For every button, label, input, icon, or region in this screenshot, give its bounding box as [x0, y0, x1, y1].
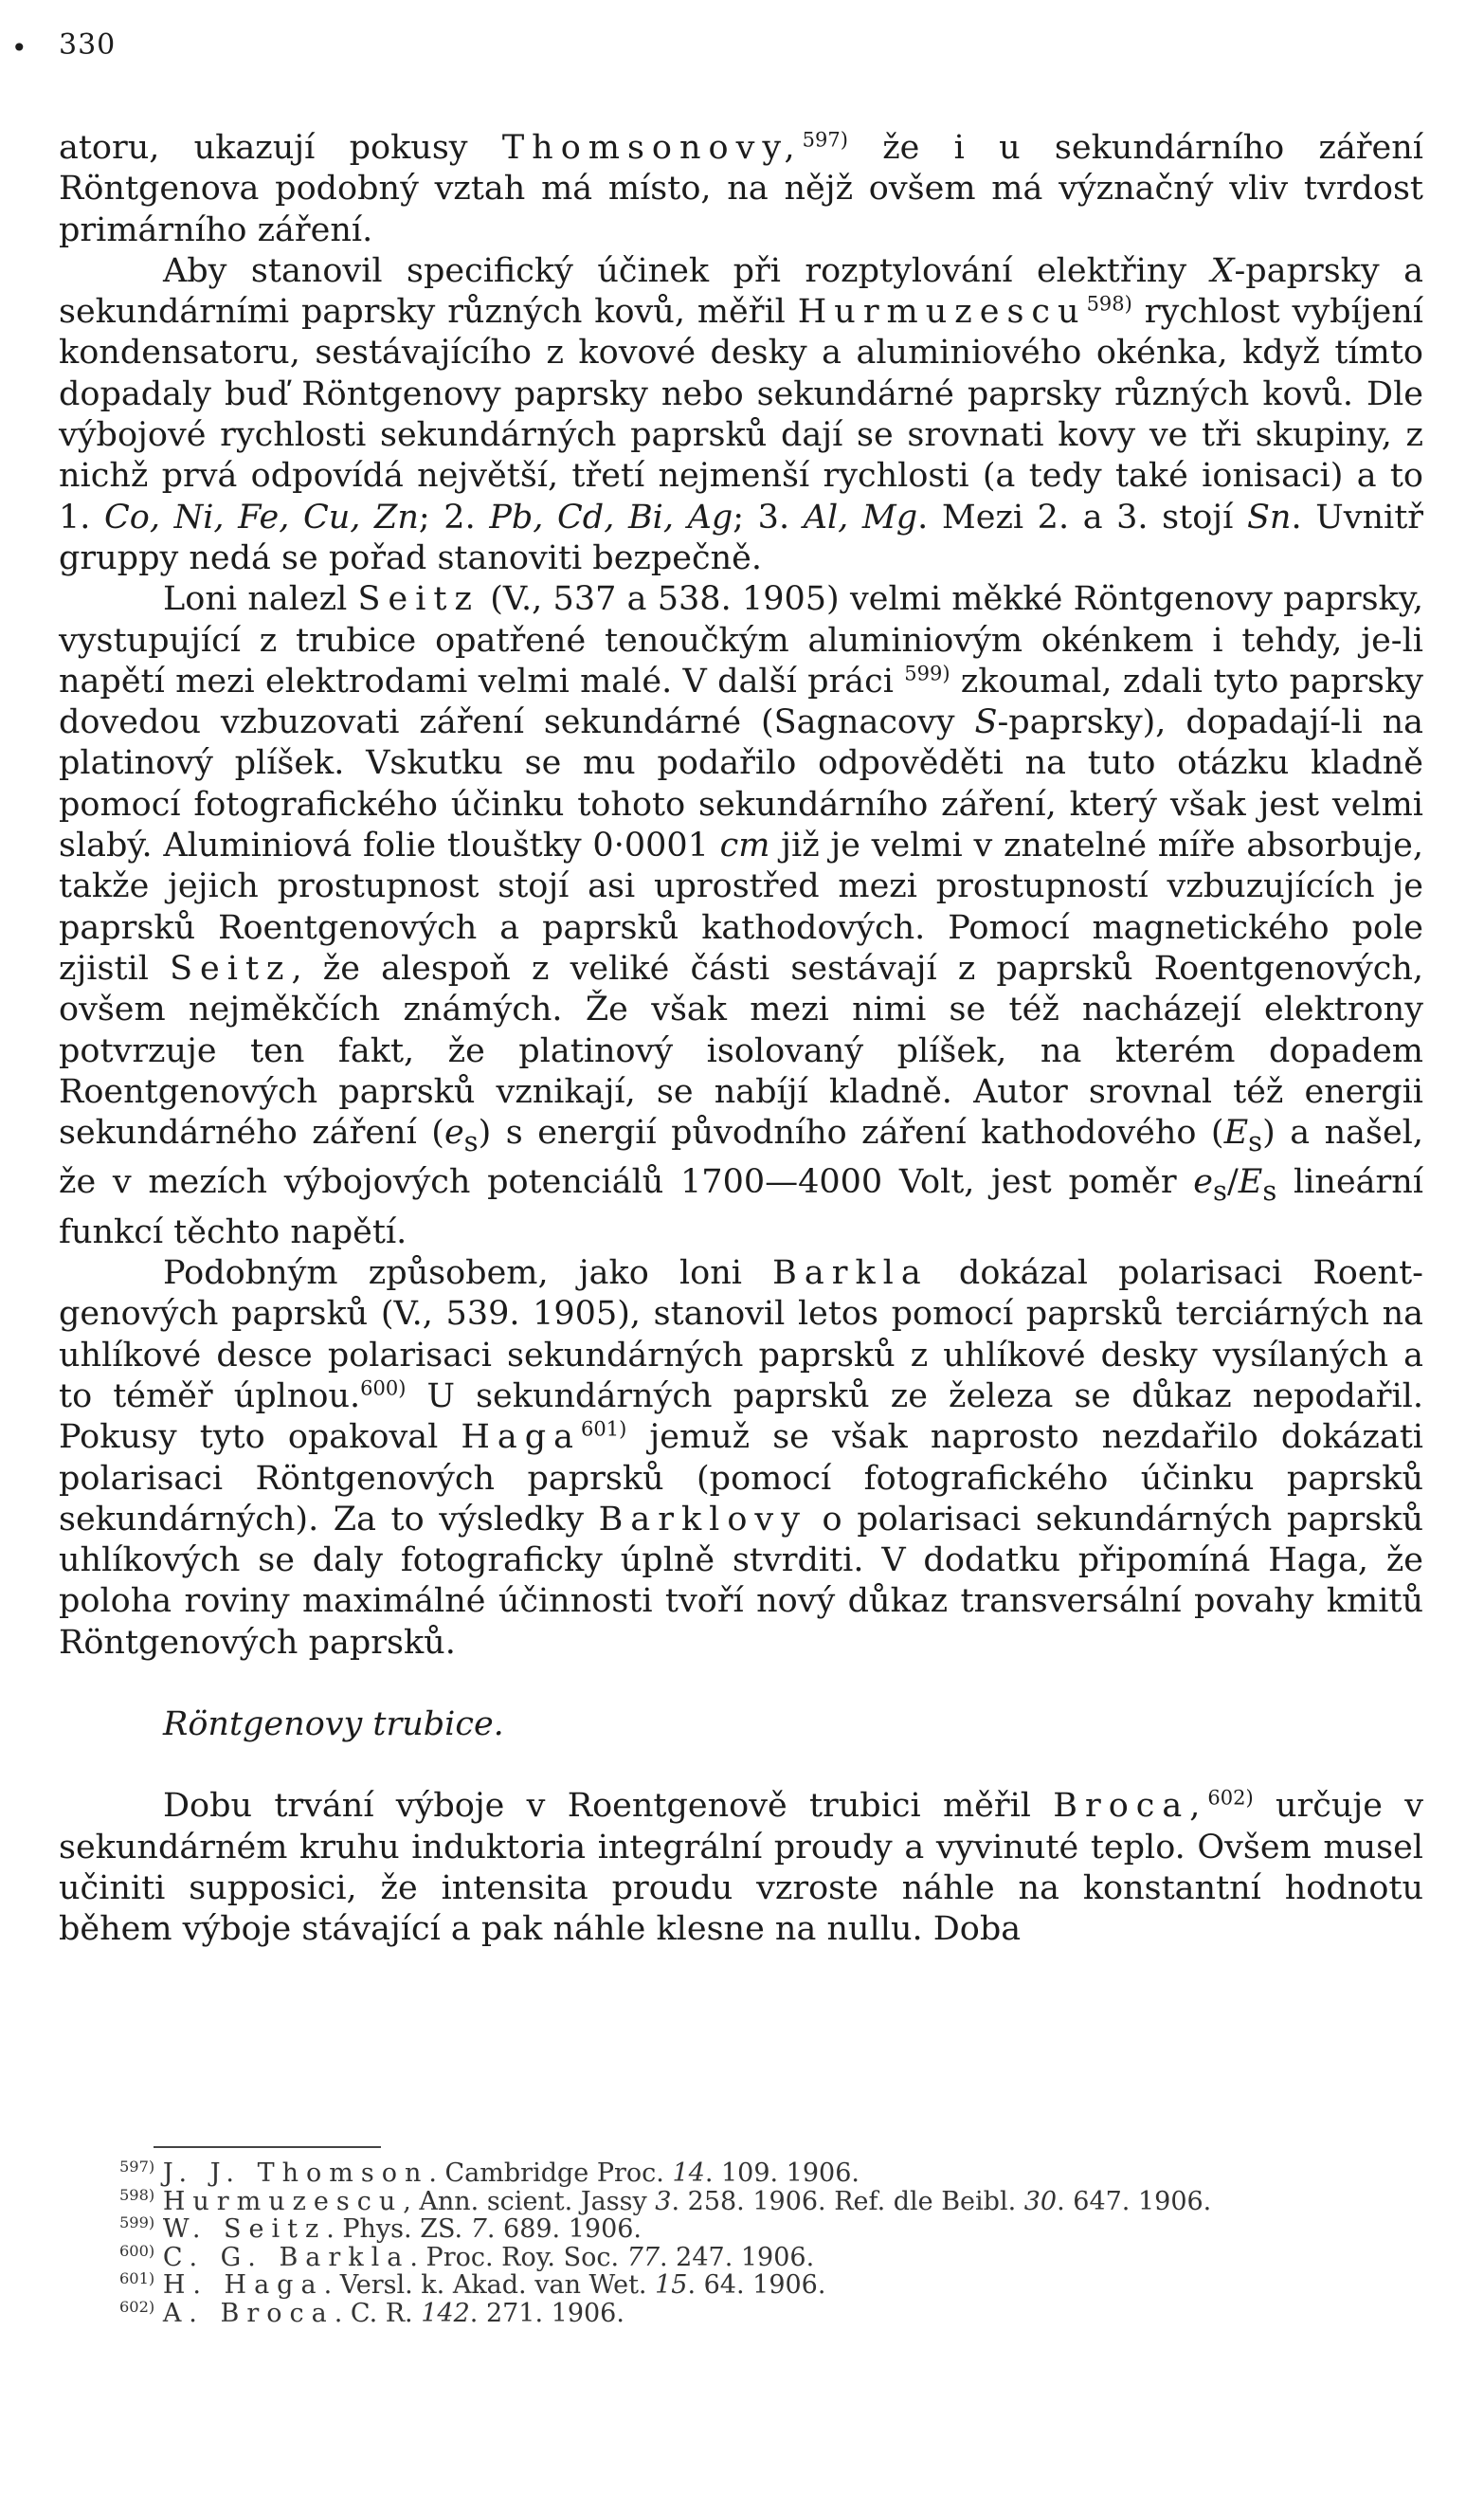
p4-text-d: jemuž se však naprosto nezdařilo dokázati polarisaci Röntgenových paprsků (pomocí fotografického účinku paprsků sekundárných). Za to výsledky — [59, 1418, 1423, 1539]
p4-text-e: o polarisaci sekundárných paprsků uhlíkových se daly fotograficky úplně stvrditi. V dodatku připomíná Haga, že poloha roviny maximálné účinnosti tvoří nový důkaz transversální povahy kmitů Röntgenových paprsků. — [59, 1500, 1423, 1662]
p3-text-b: (V., 537 a 538. 1905) velmi měkké Röntgenovy paprsky, vystupující z trubice opatřené tenoučkým aluminiovým okénkem i tehdy, je-li napětí mezi elektrodami velmi malé. V další práci — [59, 580, 1424, 701]
footnote-pages: . 689. 1906. — [486, 2214, 642, 2244]
ratio-denominator: E — [1238, 1163, 1263, 1202]
footnote-600 — [59, 2241, 1423, 2272]
footnote-number: 597) — [119, 2158, 155, 2176]
footnote-source: . C. R. — [334, 2298, 422, 2328]
footnote-602 — [59, 2297, 1423, 2328]
footnote-601 — [59, 2271, 1423, 2300]
footnote-pages: . 64. 1906. — [687, 2270, 826, 2300]
footnote-author: C. G. Barkla — [162, 2242, 410, 2272]
footnote-pages: . 247. 1906. — [660, 2242, 815, 2272]
unit-cm: cm — [719, 827, 770, 865]
p5-text-a: Dobu trvání výboje v Roentgenově trubici měřil — [163, 1787, 1054, 1826]
footnote-number: 600) — [119, 2241, 155, 2260]
author-name-broca: Broca, — [1053, 1787, 1208, 1826]
metal-group-3: Al, Mg — [803, 498, 918, 537]
author-name-thomson: Thomsonovy, — [501, 129, 803, 167]
footnote-number: 599) — [119, 2213, 155, 2231]
footnote-source: . Phys. ZS. — [326, 2214, 471, 2244]
footnote-author: H. Haga — [162, 2270, 324, 2300]
footnote-source: , Ann. scient. Jassy — [403, 2186, 656, 2216]
author-name-seitz: Seitz — [357, 580, 480, 619]
metal-group-2: Pb, Cd, Bi, Ag — [489, 498, 733, 537]
footnote-volume: 14 — [672, 2158, 705, 2188]
symbol-E: E — [1223, 1114, 1249, 1153]
p4-text-b: dokázal polarisaci Roentgenových paprsků (V., 539. 1905), stanovil letos pomocí paprsků terciárných na uhlíkové desce polarisaci sekundárných paprsků z uhlíkové desky vysílaných a to téměř úplnou. — [59, 1254, 1423, 1415]
p1-text-a: atoru, ukazují pokusy — [59, 129, 502, 167]
footnote-author: W. Seitz — [162, 2214, 327, 2244]
footnote-number: 602) — [119, 2297, 155, 2316]
footnote-ref-598: 598) — [1086, 292, 1132, 316]
p2-text-f: . Mezi 2. a 3. stojí — [917, 498, 1247, 537]
paragraph-2 — [59, 251, 1423, 579]
footnote-author: J. J. Thomson — [162, 2158, 429, 2188]
footnote-599 — [59, 2215, 1423, 2244]
footnote-598 — [59, 2185, 1423, 2216]
footnote-pages-2: . 647. 1906. — [1057, 2186, 1212, 2216]
ratio-numerator-subscript: s — [1213, 1175, 1227, 1208]
paragraph-3 — [59, 579, 1423, 1253]
main-text — [59, 128, 1423, 1950]
section-heading: Röntgenovy trubice. — [163, 1704, 504, 1743]
footnote-ref-601: 601) — [581, 1417, 627, 1441]
ratio-denominator-subscript: s — [1262, 1175, 1277, 1208]
p5-text-b: určuje v sekundárném kruhu induktoria integrální proudy a vyvinuté teplo. Ovšem musel učiniti supposici, že intensita proudu vzroste náhle na konstantní hodnotu během výboje stávající a pak náhle klesne na nullu. Doba — [59, 1787, 1423, 1949]
footnote-volume: 142 — [421, 2298, 470, 2328]
footnote-volume: 15 — [655, 2270, 688, 2300]
symbol-e: e — [443, 1114, 464, 1153]
margin-mark: • — [11, 32, 28, 64]
footnote-pages: . 258. 1906. Ref. dle Beibl. — [671, 2186, 1024, 2216]
author-name-barklovy: Barklovy — [598, 1500, 807, 1539]
footnote-number: 601) — [119, 2269, 155, 2287]
p2-text-e: ; 3. — [733, 498, 804, 537]
footnote-divider — [154, 2146, 381, 2148]
footnote-volume: 77 — [626, 2242, 660, 2272]
footnote-pages: . 271. 1906. — [469, 2298, 624, 2328]
footnote-volume-2: 30 — [1023, 2186, 1058, 2216]
p2-text-b: -paprsky a sekundárními paprsky různých kovů, měřil — [59, 251, 1423, 332]
ratio-numerator: e — [1193, 1163, 1213, 1202]
footnote-author: A. Broca — [162, 2298, 335, 2328]
footnote-pages: . 109. 1906. — [704, 2158, 860, 2188]
footnote-ref-597: 597) — [802, 128, 848, 152]
author-name-hurmuzescu: Hurmuzescu — [797, 293, 1087, 332]
footnote-source: . Cambridge Proc. — [428, 2158, 673, 2188]
p3-text-h: ) a našel, že v mezích výbojových potenciálů 1700—4000 Volt, jest poměr — [59, 1114, 1423, 1202]
p2-text-d: ; 2. — [418, 498, 490, 537]
page-number-text: 330 — [59, 28, 117, 62]
page-number — [11, 28, 117, 64]
p1-text-b: že i u sekundárního záření Röntgenova podobný vztah má místo, na nějž ovšem má význačný vliv tvrdost primárního záření. — [59, 129, 1423, 249]
author-name-haga: Haga — [461, 1418, 582, 1457]
author-name-seitz-2: Seitz — [170, 949, 292, 988]
footnote-ref-600: 600) — [360, 1376, 407, 1400]
p4-text-a: Podobným způsobem, jako loni — [163, 1254, 773, 1293]
footnote-volume: 7 — [470, 2214, 487, 2244]
ratio-slash: / — [1226, 1163, 1239, 1202]
p2-text-c: rychlost vybíjení kondensatoru, sestávajícího z kovové desky a aluminiového okénka, když tímto dopadaly buď Röntgenovy paprsky nebo sekundárné paprsky různých kovů. Dle výbojové rychlosti sekundárných paprsků dají se srovnati kovy ve tři skupiny, z nichž prvá odpovídá největší, třetí nejmenší rychlosti (a tedy také ionisaci) a to 1. — [59, 293, 1423, 537]
p3-text-c: zkoumal, zdali tyto paprsky dovedou vzbuzovati záření sekundárné (Sagnacovy — [59, 662, 1423, 742]
paragraph-4 — [59, 1253, 1423, 1664]
footnote-volume: 3 — [655, 2186, 672, 2216]
tin-symbol: Sn — [1246, 498, 1292, 537]
footnote-number: 598) — [119, 2185, 155, 2204]
symbol-e-subscript: s — [463, 1125, 479, 1158]
p2-text-g: . Uvnitř gruppy nedá se pořad stanoviti bezpečně. — [59, 498, 1424, 577]
footnote-source: . Versl. k. Akad. van Wet. — [323, 2270, 656, 2300]
p2-x-symbol: X — [1210, 251, 1235, 290]
footnote-source: . Proc. Roy. Soc. — [409, 2242, 627, 2272]
p4-text-c: U sekundárných paprsků ze železa se důkaz nepodařil. Pokusy tyto opakoval — [59, 1376, 1424, 1457]
p2-text-a: Aby stanovil specifický účinek při rozptylování elektřiny — [163, 251, 1211, 290]
footnote-597 — [59, 2159, 1423, 2188]
metal-group-1: Co, Ni, Fe, Cu, Zn — [104, 498, 419, 537]
p3-text-i: lineární funkcí těchto napětí. — [59, 1163, 1423, 1251]
footnote-author: Hurmuzescu — [162, 2186, 404, 2216]
paragraph-1 — [59, 128, 1423, 251]
p3-text-g: ) s energií původního záření kathodového ( — [478, 1114, 1224, 1153]
symbol-E-subscript: s — [1248, 1125, 1263, 1158]
p3-text-d: -paprsky), dopadají-li na platinový plíšek. Vskutku se mu podařilo odpověděti na tuto otázku kladně pomocí fotografického účinku tohoto sekundárního záření, který však jest velmi slabý. Aluminiová folie tlouštky 0·0001 — [59, 703, 1423, 865]
footnote-ref-602: 602) — [1207, 1786, 1254, 1810]
footnote-ref-599: 599) — [904, 662, 950, 685]
p3-text-f: , že alespoň z veliké části sestávají z paprsků Roentgenových, ovšem nejměkčích známých. Že však mezi nimi se též nacházejí elektrony potvrzuje ten fakt, že platinový isolovaný plíšek, na kterém dopadem Roentgenových paprsků vznikají, se nabíjí kladně. Autor srovnal též energii sekundárného záření ( — [59, 949, 1424, 1153]
p3-text-a: Loni nalezl — [163, 580, 358, 619]
p3-text-e: již je velmi v znatelné míře absorbuje, takže jejich prostupnost stojí asi uprostřed mezi prostupností vzbuzujících je paprsků Roentgenových a paprsků kathodových. Pomocí magnetického pole zjistil — [59, 827, 1423, 988]
footnotes — [59, 2159, 1423, 2327]
s-symbol: S — [974, 703, 998, 742]
paragraph-5 — [59, 1786, 1423, 1950]
author-name-barkla: Barkla — [772, 1254, 929, 1293]
